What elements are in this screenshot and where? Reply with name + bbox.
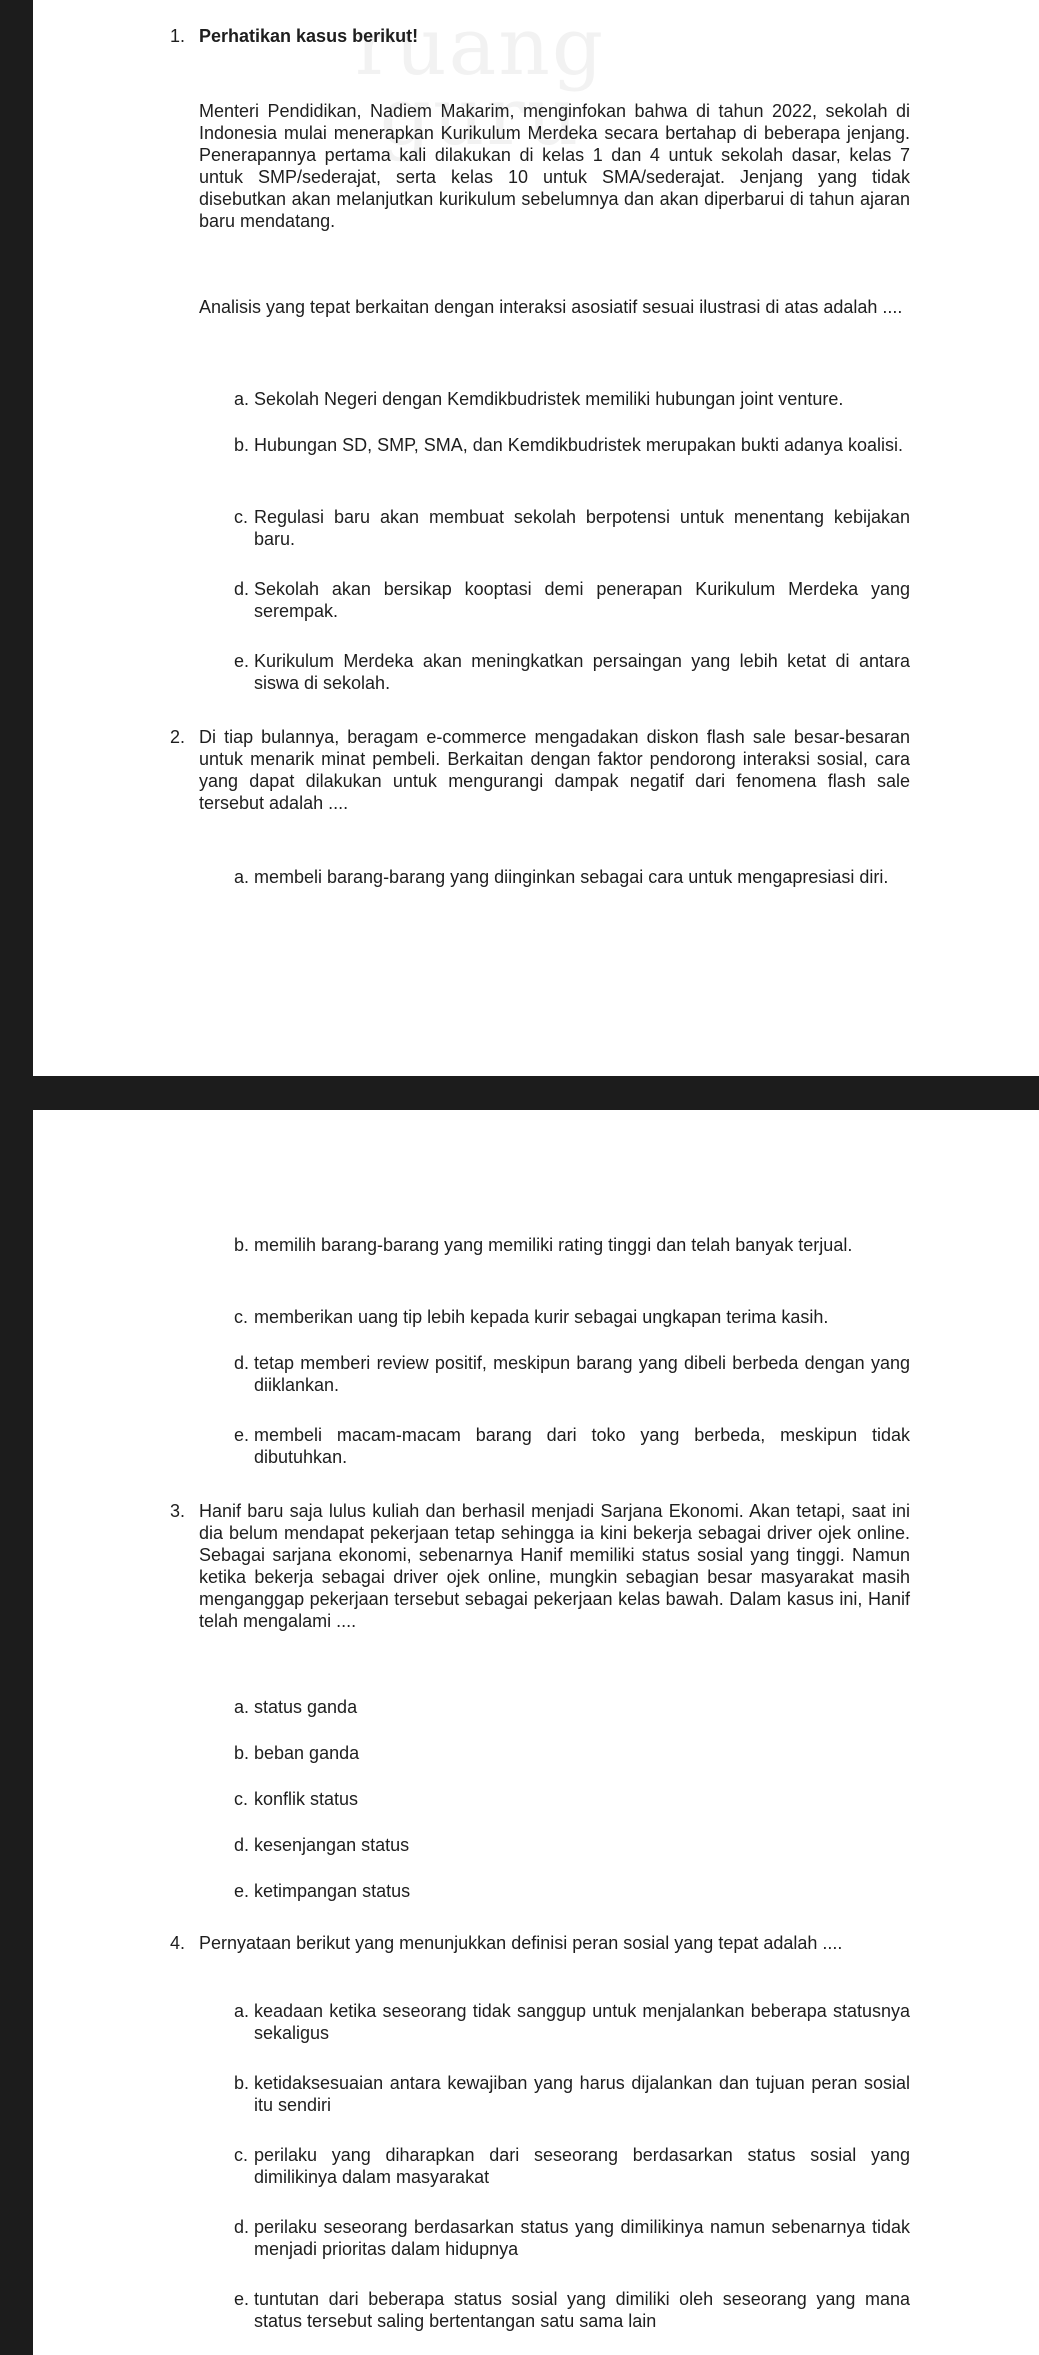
option-text: beban ganda	[254, 1743, 360, 1763]
option-letter: e.	[234, 1425, 250, 1445]
option-letter: b.	[234, 435, 250, 455]
option-text: perilaku yang diharapkan dari seseorang berdasarkan status sosial yang dimilikinya dalam masyarakat	[254, 2145, 910, 2187]
q2-text: Di tiap bulannya, beragam e-commerce mengadakan diskon flash sale besar-besaran untuk menarik minat pembeli. Berkaitan dengan faktor pendorong interaksi sosial, cara yang dapat dilakukan untuk mengurangi dampak negatif dari fenomena flash sale tersebut adalah ....	[199, 727, 910, 813]
option-text: ketimpangan status	[254, 1881, 411, 1901]
option-letter: e.	[234, 1881, 250, 1901]
q3-number: 3.	[170, 1501, 186, 1521]
q4-text: Pernyataan berikut yang menunjukkan definisi peran sosial yang tepat adalah ....	[199, 1933, 843, 1953]
option-letter: a.	[234, 389, 250, 409]
option-text: Sekolah akan bersikap kooptasi demi penerapan Kurikulum Merdeka yang serempak.	[254, 579, 910, 621]
option-text: status ganda	[254, 1697, 358, 1717]
q1-option-d[interactable]	[234, 578, 910, 622]
q1-option-e[interactable]	[234, 650, 910, 694]
option-letter: c.	[234, 2145, 249, 2165]
option-letter: d.	[234, 579, 250, 599]
option-letter: a.	[234, 867, 250, 887]
option-text: konflik status	[254, 1789, 359, 1809]
q2-option-e[interactable]	[234, 1424, 910, 1468]
option-text: tetap memberi review positif, meskipun barang yang dibeli berbeda dengan yang diiklankan.	[254, 1353, 910, 1395]
option-text: kesenjangan status	[254, 1835, 410, 1855]
option-letter: b.	[234, 2073, 250, 2093]
q1-question-text: Analisis yang tepat berkaitan dengan interaksi asosiatif sesuai ilustrasi di atas adalah ....	[199, 297, 903, 317]
option-letter: d.	[234, 1353, 250, 1373]
q2-option-d[interactable]	[234, 1352, 910, 1396]
q4-option-a[interactable]	[234, 2000, 910, 2044]
option-text: membeli barang-barang yang diinginkan sebagai cara untuk mengapresiasi diri.	[254, 867, 889, 887]
q3-option-a[interactable]	[234, 1696, 910, 1718]
page-break-bar	[0, 1076, 1039, 1110]
option-text: perilaku seseorang berdasarkan status yang dimilikinya namun sebenarnya tidak menjadi prioritas dalam hidupnya	[254, 2217, 910, 2259]
q2-option-b[interactable]	[234, 1234, 910, 1256]
q1-option-a[interactable]	[234, 388, 910, 410]
option-letter: e.	[234, 2289, 250, 2309]
q1-title: Perhatikan kasus berikut!	[199, 26, 419, 46]
option-text: Sekolah Negeri dengan Kemdikbudristek memiliki hubungan joint venture.	[254, 389, 844, 409]
option-text: ketidaksesuaian antara kewajiban yang harus dijalankan dan tujuan peran sosial itu sendiri	[254, 2073, 910, 2115]
option-text: Regulasi baru akan membuat sekolah berpotensi untuk menentang kebijakan baru.	[254, 507, 910, 549]
option-letter: d.	[234, 1835, 250, 1855]
option-text: membeli macam-macam barang dari toko yang berbeda, meskipun tidak dibutuhkan.	[254, 1425, 910, 1467]
left-margin-bar	[0, 0, 33, 2355]
q4-option-d[interactable]	[234, 2216, 910, 2260]
q2-option-a[interactable]	[234, 866, 910, 888]
option-letter: d.	[234, 2217, 250, 2237]
q1-number: 1.	[170, 26, 186, 46]
q4-option-e[interactable]	[234, 2288, 910, 2332]
q1-case-text: Menteri Pendidikan, Nadiem Makarim, menginfokan bahwa di tahun 2022, sekolah di Indonesia mulai menerapkan Kurikulum Merdeka secara bertahap di beberapa jenjang. Penerapannya pertama kali dilakukan di kelas 1 dan 4 untuk sekolah dasar, kelas 7 untuk SMP/sederajat, serta kelas 10 untuk SMA/sederajat. Jenjang yang tidak disebutkan akan melanjutkan kurikulum sebelumnya dan akan diperbarui di tahun ajaran baru mendatang.	[199, 101, 910, 231]
q3-option-d[interactable]	[234, 1834, 910, 1856]
option-letter: b.	[234, 1235, 250, 1255]
q3-option-e[interactable]	[234, 1880, 910, 1902]
option-text: Kurikulum Merdeka akan meningkatkan persaingan yang lebih ketat di antara siswa di sekolah.	[254, 651, 910, 693]
option-text: Hubungan SD, SMP, SMA, dan Kemdikbudristek merupakan bukti adanya koalisi.	[254, 435, 904, 455]
q1-option-c[interactable]	[234, 506, 910, 550]
option-text: memilih barang-barang yang memiliki rating tinggi dan telah banyak terjual.	[254, 1235, 853, 1255]
option-letter: c.	[234, 1307, 249, 1327]
option-text: memberikan uang tip lebih kepada kurir sebagai ungkapan terima kasih.	[254, 1307, 829, 1327]
q4-option-c[interactable]	[234, 2144, 910, 2188]
option-letter: e.	[234, 651, 250, 671]
option-letter: a.	[234, 2001, 250, 2021]
q3-option-c[interactable]	[234, 1788, 910, 1810]
option-letter: c.	[234, 1789, 249, 1809]
option-text: keadaan ketika seseorang tidak sanggup untuk menjalankan beberapa statusnya sekaligus	[254, 2001, 910, 2043]
q1-option-b[interactable]	[234, 434, 910, 456]
q4-option-b[interactable]	[234, 2072, 910, 2116]
q3-option-b[interactable]	[234, 1742, 910, 1764]
watermark-logo: ruang guru	[354, 0, 606, 163]
option-letter: c.	[234, 507, 249, 527]
q3-text: Hanif baru saja lulus kuliah dan berhasil menjadi Sarjana Ekonomi. Akan tetapi, saat ini dia belum mendapat pekerjaan tetap sehingga ia kini bekerja sebagai driver ojek online. Sebagai sarjana ekonomi, sebenarnya Hanif memiliki status sosial yang tinggi. Namun ketika bekerja sebagai driver ojek online, mungkin sebagian besar masyarakat masih menganggap pekerjaan tersebut sebagai pekerjaan kelas bawah. Dalam kasus ini, Hanif telah mengalami ....	[199, 1501, 910, 1631]
q2-option-c[interactable]	[234, 1306, 910, 1328]
q2-number: 2.	[170, 727, 186, 747]
option-letter: a.	[234, 1697, 250, 1717]
q4-number: 4.	[170, 1933, 186, 1953]
option-letter: b.	[234, 1743, 250, 1763]
option-text: tuntutan dari beberapa status sosial yang dimiliki oleh seseorang yang mana status tersebut saling bertentangan satu sama lain	[254, 2289, 910, 2331]
